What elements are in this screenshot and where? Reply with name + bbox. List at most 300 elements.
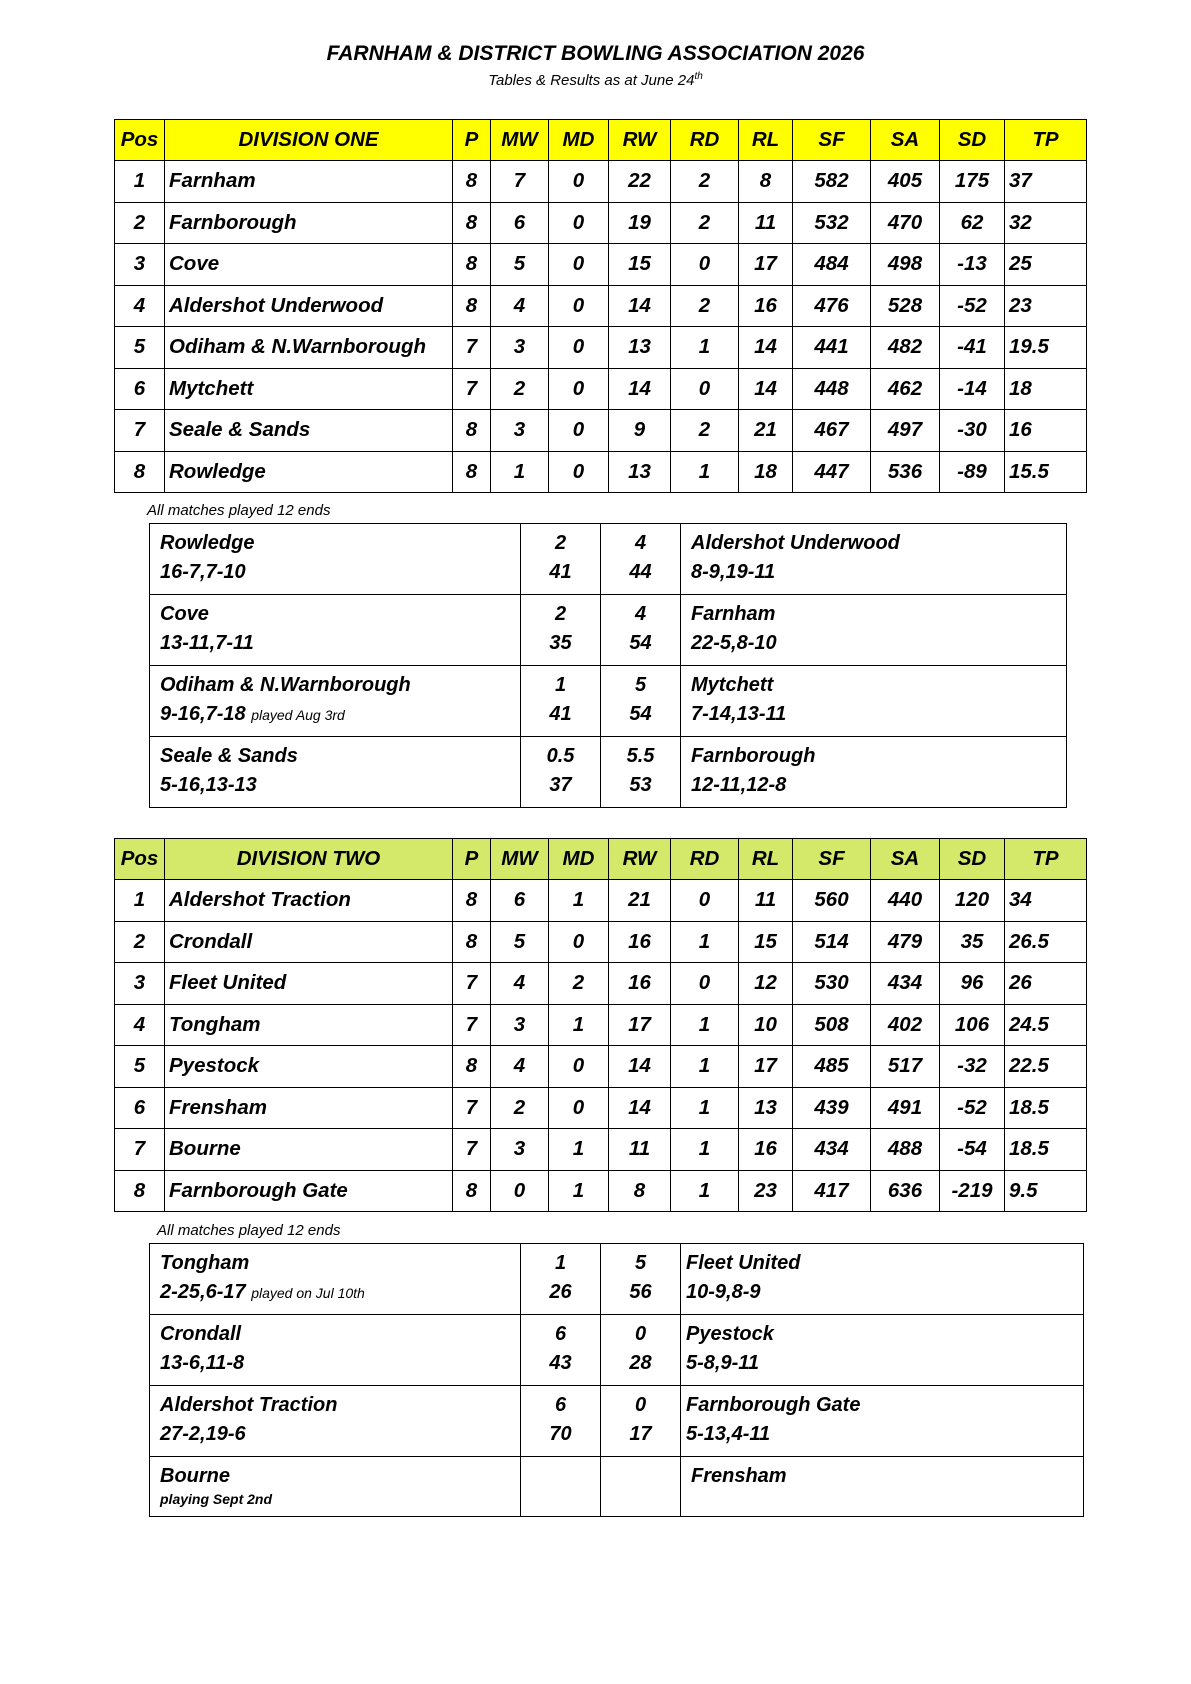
cell-sa: 528 [871,285,940,327]
column-header: MW [491,839,549,880]
cell-mw: 1 [491,451,549,493]
home-team-cell [150,737,521,808]
table-row [115,410,1087,452]
cell-md: 0 [549,161,609,203]
cell-tp: 15.5 [1005,451,1087,493]
cell-mw: 3 [491,1129,549,1171]
cell-md: 0 [549,368,609,410]
table-row [115,451,1087,493]
home-team-cell [150,666,521,737]
cell-tp: 22.5 [1005,1046,1087,1088]
division-one-table [114,119,1087,493]
away-score-cell [601,1315,681,1386]
cell-rd: 1 [671,327,739,369]
cell-team: Farnham [165,161,453,203]
cell-sa: 479 [871,921,940,963]
cell-team: Aldershot Traction [165,880,453,922]
away-team-cell [681,1386,1084,1457]
away-ends: 7-14,13-11 [691,703,787,725]
away-points: 4 [634,532,647,554]
cell-p: 8 [453,1170,491,1212]
cell-sf: 530 [793,963,871,1005]
cell-md: 1 [549,880,609,922]
away-team-cell [681,595,1067,666]
away-points: 5 [634,1252,647,1274]
cell-tp: 9.5 [1005,1170,1087,1212]
match-note: played Aug 3rd [251,707,345,723]
result-row [150,1244,1084,1315]
column-header: RL [739,839,793,880]
table-row [115,244,1087,286]
cell-rl: 8 [739,161,793,203]
division-heading: DIVISION TWO [165,839,453,880]
away-score-cell [601,666,681,737]
cell-sa: 482 [871,327,940,369]
home-end-scores [160,1349,520,1378]
cell-team: Odiham & N.Warnborough [165,327,453,369]
table-row [115,1046,1087,1088]
cell-team: Mytchett [165,368,453,410]
cell-sf: 476 [793,285,871,327]
cell-sd: 35 [940,921,1005,963]
away-team-cell [681,524,1067,595]
cell-rl: 11 [739,880,793,922]
column-header: RL [739,120,793,161]
cell-md: 0 [549,1087,609,1129]
home-points: 1 [554,674,567,696]
cell-sf: 441 [793,327,871,369]
cell-sf: 447 [793,451,871,493]
cell-rd: 1 [671,921,739,963]
home-end-scores [160,1420,520,1449]
cell-sd: -89 [940,451,1005,493]
result-row [150,737,1067,808]
home-points: 2 [554,532,567,554]
cell-mw: 4 [491,1046,549,1088]
cell-p: 7 [453,327,491,369]
division-one-results [149,523,1067,808]
home-ends: 16-7,7-10 [160,561,246,583]
cell-rl: 23 [739,1170,793,1212]
cell-team: Fleet United [165,963,453,1005]
division-heading: DIVISION ONE [165,120,453,161]
cell-rw: 9 [609,410,671,452]
away-shots: 54 [629,703,652,725]
column-header: MW [491,120,549,161]
away-shots: 28 [629,1352,652,1374]
cell-pos: 2 [115,921,165,963]
away-shots: 44 [629,561,652,583]
cell-team: Crondall [165,921,453,963]
cell-team: Tongham [165,1004,453,1046]
cell-team: Aldershot Underwood [165,285,453,327]
page-subtitle: Tables & Results as at June 24th [488,71,703,89]
cell-sd: -41 [940,327,1005,369]
cell-sa: 497 [871,410,940,452]
home-points: 2 [554,603,567,625]
cell-tp: 26 [1005,963,1087,1005]
home-shots: 41 [549,561,572,583]
home-end-scores [160,629,520,658]
cell-sd: 96 [940,963,1005,1005]
table-row [115,880,1087,922]
away-score-cell [601,524,681,595]
cell-pos: 3 [115,963,165,1005]
result-row [150,524,1067,595]
cell-tp: 23 [1005,285,1087,327]
cell-sd: 175 [940,161,1005,203]
home-team-cell [150,595,521,666]
home-score-cell [521,595,601,666]
home-team: Odiham & N.Warnborough [160,674,411,696]
home-shots: 35 [549,632,572,654]
cell-team: Cove [165,244,453,286]
table-row [115,327,1087,369]
cell-rw: 14 [609,1046,671,1088]
cell-team: Farnborough Gate [165,1170,453,1212]
cell-sd: -32 [940,1046,1005,1088]
home-team: Seale & Sands [160,745,298,767]
cell-team: Pyestock [165,1046,453,1088]
cell-sf: 448 [793,368,871,410]
cell-tp: 19.5 [1005,327,1087,369]
cell-sa: 491 [871,1087,940,1129]
away-ends: 5-13,4-11 [686,1423,771,1445]
cell-pos: 6 [115,368,165,410]
cell-sd: -14 [940,368,1005,410]
cell-rd: 0 [671,880,739,922]
cell-rl: 15 [739,921,793,963]
cell-rl: 11 [739,202,793,244]
away-team: Farnborough [691,745,816,767]
away-ends: 10-9,8-9 [686,1281,761,1303]
cell-mw: 3 [491,327,549,369]
cell-rw: 14 [609,285,671,327]
cell-md: 0 [549,202,609,244]
cell-pos: 3 [115,244,165,286]
away-points: 5 [634,674,647,696]
away-score-cell [601,1457,681,1517]
cell-mw: 4 [491,963,549,1005]
away-team: Frensham [691,1465,787,1487]
home-team: Cove [160,603,209,625]
cell-rl: 17 [739,244,793,286]
cell-mw: 3 [491,1004,549,1046]
home-team: Tongham [160,1252,250,1274]
cell-md: 0 [549,410,609,452]
away-ends: 8-9,19-11 [691,561,776,583]
cell-sd: -54 [940,1129,1005,1171]
away-shots: 17 [629,1423,652,1445]
cell-p: 7 [453,963,491,1005]
cell-rl: 10 [739,1004,793,1046]
cell-rw: 16 [609,921,671,963]
cell-rd: 0 [671,368,739,410]
cell-rd: 1 [671,1087,739,1129]
cell-pos: 8 [115,451,165,493]
cell-pos: 4 [115,1004,165,1046]
cell-sf: 434 [793,1129,871,1171]
away-shots: 56 [629,1281,652,1303]
cell-sa: 636 [871,1170,940,1212]
home-points: 1 [554,1252,567,1274]
cell-sd: -52 [940,285,1005,327]
cell-sa: 402 [871,1004,940,1046]
home-team-cell [150,524,521,595]
column-header: RD [671,839,739,880]
away-team: Mytchett [691,674,774,696]
cell-rw: 22 [609,161,671,203]
cell-rl: 14 [739,368,793,410]
column-header: RW [609,839,671,880]
home-points: 0.5 [546,745,575,767]
table-row [115,1170,1087,1212]
result-row [150,1386,1084,1457]
home-ends: 9-16,7-18 [160,703,246,725]
cell-pos: 1 [115,880,165,922]
column-header: MD [549,120,609,161]
home-end-scores [160,558,520,587]
cell-rw: 13 [609,451,671,493]
table-row [115,285,1087,327]
table-header-row [115,120,1087,161]
match-note: playing Sept 2nd [160,1491,273,1507]
cell-rl: 14 [739,327,793,369]
cell-p: 8 [453,1046,491,1088]
cell-sf: 439 [793,1087,871,1129]
cell-pos: 5 [115,1046,165,1088]
home-team: Bourne [160,1465,230,1487]
home-points: 6 [554,1394,567,1416]
cell-sd: -13 [940,244,1005,286]
away-ends: 12-11,12-8 [691,774,787,796]
away-ends: 5-8,9-11 [686,1352,760,1374]
home-ends: 13-11,7-11 [160,632,254,654]
cell-md: 0 [549,285,609,327]
cell-mw: 5 [491,244,549,286]
cell-tp: 24.5 [1005,1004,1087,1046]
cell-pos: 7 [115,410,165,452]
away-shots: 53 [629,774,652,796]
home-team-cell [150,1315,521,1386]
away-team-cell [681,1244,1084,1315]
cell-sd: 106 [940,1004,1005,1046]
home-ends: 27-2,19-6 [160,1423,246,1445]
cell-tp: 37 [1005,161,1087,203]
table-row [115,368,1087,410]
cell-tp: 18.5 [1005,1087,1087,1129]
cell-sf: 467 [793,410,871,452]
cell-rw: 11 [609,1129,671,1171]
cell-pos: 1 [115,161,165,203]
cell-rw: 21 [609,880,671,922]
cell-sd: -30 [940,410,1005,452]
cell-p: 8 [453,410,491,452]
cell-sa: 462 [871,368,940,410]
cell-pos: 4 [115,285,165,327]
away-team: Aldershot Underwood [691,532,900,554]
cell-tp: 32 [1005,202,1087,244]
cell-md: 1 [549,1129,609,1171]
cell-sd: -52 [940,1087,1005,1129]
home-shots: 41 [549,703,572,725]
cell-sa: 488 [871,1129,940,1171]
cell-sd: -219 [940,1170,1005,1212]
cell-sf: 417 [793,1170,871,1212]
cell-rw: 14 [609,368,671,410]
cell-sf: 582 [793,161,871,203]
cell-rw: 15 [609,244,671,286]
cell-md: 1 [549,1004,609,1046]
cell-sa: 434 [871,963,940,1005]
cell-p: 7 [453,368,491,410]
away-points: 5.5 [626,745,655,767]
cell-tp: 18 [1005,368,1087,410]
table-row [115,202,1087,244]
table-row [115,1129,1087,1171]
home-score-cell [521,666,601,737]
cell-sd: 62 [940,202,1005,244]
cell-rw: 8 [609,1170,671,1212]
table-row [115,1087,1087,1129]
cell-team: Frensham [165,1087,453,1129]
cell-sd: 120 [940,880,1005,922]
away-team-cell [681,1315,1084,1386]
home-team-cell [150,1386,521,1457]
away-score-cell [601,1386,681,1457]
result-row [150,595,1067,666]
cell-mw: 2 [491,1087,549,1129]
table-row [115,1004,1087,1046]
cell-tp: 34 [1005,880,1087,922]
column-header: Pos [115,839,165,880]
column-header: SD [940,120,1005,161]
cell-p: 8 [453,202,491,244]
cell-rd: 0 [671,244,739,286]
cell-md: 1 [549,1170,609,1212]
cell-p: 7 [453,1129,491,1171]
cell-tp: 18.5 [1005,1129,1087,1171]
cell-mw: 2 [491,368,549,410]
cell-rd: 2 [671,285,739,327]
division-one-note: All matches played 12 ends [147,502,331,519]
cell-tp: 26.5 [1005,921,1087,963]
match-note: played on Jul 10th [251,1285,365,1301]
cell-sa: 536 [871,451,940,493]
home-score-cell [521,1244,601,1315]
cell-rd: 1 [671,1046,739,1088]
away-points: 0 [634,1394,647,1416]
home-score-cell [521,1457,601,1517]
cell-rd: 1 [671,1004,739,1046]
cell-rl: 13 [739,1087,793,1129]
home-score-cell [521,1386,601,1457]
column-header: RW [609,120,671,161]
cell-rw: 17 [609,1004,671,1046]
column-header: MD [549,839,609,880]
home-points: 6 [554,1323,567,1345]
home-shots: 70 [549,1423,572,1445]
cell-p: 8 [453,921,491,963]
cell-p: 8 [453,161,491,203]
cell-rw: 13 [609,327,671,369]
cell-p: 8 [453,880,491,922]
cell-p: 8 [453,244,491,286]
away-team: Pyestock [686,1323,774,1345]
home-team: Aldershot Traction [160,1394,338,1416]
cell-md: 0 [549,327,609,369]
cell-rl: 17 [739,1046,793,1088]
cell-mw: 0 [491,1170,549,1212]
cell-rl: 21 [739,410,793,452]
cell-sa: 405 [871,161,940,203]
home-end-scores [160,771,520,800]
cell-md: 0 [549,451,609,493]
cell-md: 0 [549,244,609,286]
cell-tp: 16 [1005,410,1087,452]
cell-mw: 5 [491,921,549,963]
home-team: Crondall [160,1323,242,1345]
cell-mw: 4 [491,285,549,327]
cell-pos: 7 [115,1129,165,1171]
cell-team: Seale & Sands [165,410,453,452]
table-header-row [115,839,1087,880]
cell-pos: 2 [115,202,165,244]
cell-team: Rowledge [165,451,453,493]
cell-pos: 5 [115,327,165,369]
cell-rl: 18 [739,451,793,493]
cell-sa: 470 [871,202,940,244]
cell-sf: 484 [793,244,871,286]
division-two-results [149,1243,1084,1517]
home-team: Rowledge [160,532,255,554]
cell-rl: 16 [739,285,793,327]
home-team-cell [150,1457,521,1517]
home-ends: 5-16,13-13 [160,774,257,796]
cell-rw: 16 [609,963,671,1005]
column-header: SF [793,839,871,880]
page-title: FARNHAM & DISTRICT BOWLING ASSOCIATION 2026 [326,42,865,65]
away-team-cell [681,1457,1084,1517]
cell-team: Farnborough [165,202,453,244]
cell-rd: 1 [671,451,739,493]
result-row [150,666,1067,737]
away-team: Farnham [691,603,776,625]
cell-rl: 16 [739,1129,793,1171]
away-ends: 22-5,8-10 [691,632,777,654]
column-header: Pos [115,120,165,161]
cell-md: 2 [549,963,609,1005]
table-row [115,921,1087,963]
cell-mw: 6 [491,880,549,922]
cell-sf: 514 [793,921,871,963]
division-two-table [114,838,1087,1212]
home-score-cell [521,524,601,595]
table-row [115,161,1087,203]
cell-rl: 12 [739,963,793,1005]
cell-mw: 7 [491,161,549,203]
cell-sa: 517 [871,1046,940,1088]
cell-sa: 440 [871,880,940,922]
away-score-cell [601,1244,681,1315]
column-header: RD [671,120,739,161]
table-row [115,963,1087,1005]
cell-sf: 560 [793,880,871,922]
home-score-cell [521,737,601,808]
away-team-cell [681,737,1067,808]
home-team-cell [150,1244,521,1315]
column-header: SD [940,839,1005,880]
